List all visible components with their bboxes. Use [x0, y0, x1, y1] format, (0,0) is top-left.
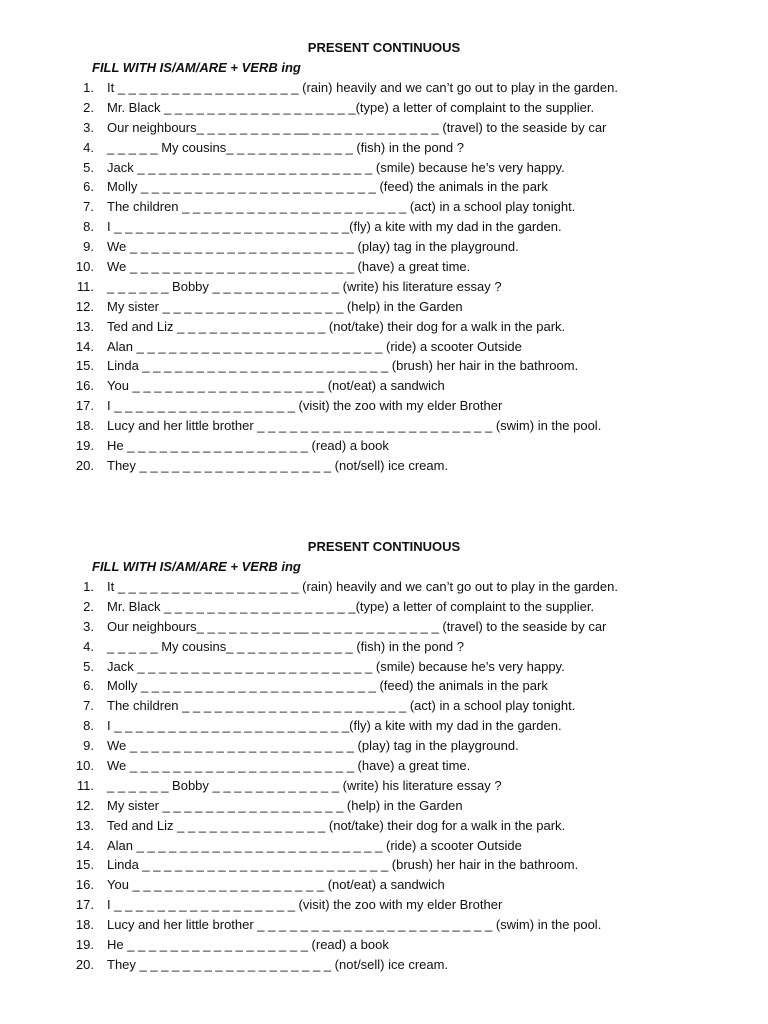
- exercise-sentence: I _ _ _ _ _ _ _ _ _ _ _ _ _ _ _ _ _ (visit) the zoo with my elder Brother: [107, 398, 503, 414]
- exercise-number: 10.: [75, 758, 94, 774]
- exercise-sentence: We _ _ _ _ _ _ _ _ _ _ _ _ _ _ _ _ _ _ _ _ _ (play) tag in the playground.: [107, 239, 519, 255]
- exercise-item: [0, 736, 768, 756]
- exercise-item: [0, 776, 768, 796]
- exercise-number: 16.: [75, 877, 94, 893]
- exercise-sentence: He _ _ _ _ _ _ _ _ _ _ _ _ _ _ _ _ _ (read) a book: [107, 438, 389, 454]
- exercise-number: 20.: [75, 956, 94, 972]
- exercise-item: [0, 816, 768, 836]
- exercise-number: 4.: [83, 139, 94, 155]
- exercise-item: [0, 257, 768, 277]
- exercise-sentence: Linda _ _ _ _ _ _ _ _ _ _ _ _ _ _ _ _ _ _ _ _ _ _ _ (brush) her hair in the bathroom.: [107, 857, 579, 873]
- exercise-item: [0, 875, 768, 895]
- exercise-item: [0, 78, 768, 98]
- exercise-item: [0, 177, 768, 197]
- exercise-item: [0, 597, 768, 617]
- exercise-sentence: _ _ _ _ _ My cousins_ _ _ _ _ _ _ _ _ _ _ _ (fish) in the pond ?: [107, 638, 465, 654]
- exercise-item: [0, 456, 768, 476]
- exercise-number: 17.: [75, 398, 94, 414]
- exercise-number: 18.: [75, 917, 94, 933]
- exercise-sentence: You _ _ _ _ _ _ _ _ _ _ _ _ _ _ _ _ _ _ (not/eat) a sandwich: [107, 877, 445, 893]
- exercise-number: 5.: [83, 658, 94, 674]
- exercise-sentence: I _ _ _ _ _ _ _ _ _ _ _ _ _ _ _ _ _ _ _ _ _ _(fly) a kite with my dad in the garden.: [107, 718, 562, 734]
- exercise-number: 15.: [75, 358, 94, 374]
- exercise-item: [0, 297, 768, 317]
- exercise-list: [0, 577, 768, 975]
- exercise-sentence: Mr. Black _ _ _ _ _ _ _ _ _ _ _ _ _ _ _ _ _ _(type) a letter of complaint to the supplier.: [107, 99, 595, 115]
- worksheet-instruction: FILL WITH IS/AM/ARE + VERB ing: [92, 559, 301, 574]
- exercise-number: 11.: [76, 278, 94, 294]
- exercise-sentence: They _ _ _ _ _ _ _ _ _ _ _ _ _ _ _ _ _ _ (not/sell) ice cream.: [107, 956, 449, 972]
- exercise-number: 16.: [75, 378, 94, 394]
- exercise-sentence: Jack _ _ _ _ _ _ _ _ _ _ _ _ _ _ _ _ _ _ _ _ _ _ (smile) because he’s very happy.: [107, 159, 565, 175]
- exercise-number: 9.: [83, 239, 94, 255]
- exercise-sentence: Alan _ _ _ _ _ _ _ _ _ _ _ _ _ _ _ _ _ _ _ _ _ _ _ (ride) a scooter Outside: [107, 338, 522, 354]
- exercise-number: 6.: [83, 678, 94, 694]
- exercise-sentence: Our neighbours_ _ _ _ _ _ _ _ _ __ _ _ _ _ _ _ _ _ _ _ _ _ (travel) to the seaside by car: [107, 119, 607, 135]
- exercise-number: 14.: [75, 837, 94, 853]
- exercise-number: 3.: [83, 119, 94, 135]
- exercise-number: 10.: [75, 259, 94, 275]
- exercise-sentence: I _ _ _ _ _ _ _ _ _ _ _ _ _ _ _ _ _ (visit) the zoo with my elder Brother: [107, 897, 503, 913]
- exercise-number: 9.: [83, 738, 94, 754]
- exercise-sentence: We _ _ _ _ _ _ _ _ _ _ _ _ _ _ _ _ _ _ _ _ _ (play) tag in the playground.: [107, 738, 519, 754]
- exercise-sentence: You _ _ _ _ _ _ _ _ _ _ _ _ _ _ _ _ _ _ (not/eat) a sandwich: [107, 378, 445, 394]
- exercise-item: [0, 935, 768, 955]
- exercise-sentence: Ted and Liz _ _ _ _ _ _ _ _ _ _ _ _ _ _ (not/take) their dog for a walk in the park.: [107, 817, 566, 833]
- exercise-sentence: Linda _ _ _ _ _ _ _ _ _ _ _ _ _ _ _ _ _ _ _ _ _ _ _ (brush) her hair in the bathroom.: [107, 358, 579, 374]
- exercise-sentence: Molly _ _ _ _ _ _ _ _ _ _ _ _ _ _ _ _ _ _ _ _ _ _ (feed) the animals in the park: [107, 678, 548, 694]
- exercise-item: [0, 617, 768, 637]
- exercise-item: [0, 716, 768, 736]
- exercise-number: 5.: [83, 159, 94, 175]
- exercise-number: 20.: [75, 457, 94, 473]
- exercise-number: 1.: [83, 80, 94, 95]
- exercise-sentence: My sister _ _ _ _ _ _ _ _ _ _ _ _ _ _ _ _ _ (help) in the Garden: [107, 298, 463, 314]
- exercise-sentence: Mr. Black _ _ _ _ _ _ _ _ _ _ _ _ _ _ _ _ _ _(type) a letter of complaint to the supplier.: [107, 598, 595, 614]
- exercise-number: 19.: [75, 438, 94, 454]
- exercise-sentence: Lucy and her little brother _ _ _ _ _ _ _ _ _ _ _ _ _ _ _ _ _ _ _ _ _ _ (swim) in the pool.: [107, 917, 602, 933]
- exercise-item: [0, 356, 768, 376]
- exercise-sentence: Lucy and her little brother _ _ _ _ _ _ _ _ _ _ _ _ _ _ _ _ _ _ _ _ _ _ (swim) in the pool.: [107, 418, 602, 434]
- exercise-number: 6.: [83, 179, 94, 195]
- exercise-sentence: _ _ _ _ _ My cousins_ _ _ _ _ _ _ _ _ _ _ _ (fish) in the pond ?: [107, 139, 465, 155]
- exercise-number: 8.: [83, 219, 94, 235]
- exercise-sentence: It _ _ _ _ _ _ _ _ _ _ _ _ _ _ _ _ _ (rain) heavily and we can’t go out to play in the garden.: [107, 80, 618, 95]
- exercise-number: 14.: [75, 338, 94, 354]
- exercise-item: [0, 158, 768, 178]
- exercise-number: 2.: [83, 99, 94, 115]
- exercise-sentence: Molly _ _ _ _ _ _ _ _ _ _ _ _ _ _ _ _ _ _ _ _ _ _ (feed) the animals in the park: [107, 179, 548, 195]
- exercise-number: 12.: [75, 797, 94, 813]
- exercise-item: [0, 337, 768, 357]
- exercise-sentence: My sister _ _ _ _ _ _ _ _ _ _ _ _ _ _ _ _ _ (help) in the Garden: [107, 797, 463, 813]
- exercise-sentence: They _ _ _ _ _ _ _ _ _ _ _ _ _ _ _ _ _ _ (not/sell) ice cream.: [107, 457, 449, 473]
- exercise-sentence: Jack _ _ _ _ _ _ _ _ _ _ _ _ _ _ _ _ _ _ _ _ _ _ (smile) because he’s very happy.: [107, 658, 565, 674]
- worksheet-title: PRESENT CONTINUOUS: [307, 539, 461, 554]
- exercise-number: 11.: [76, 777, 94, 793]
- exercise-number: 7.: [83, 698, 94, 714]
- exercise-sentence: Ted and Liz _ _ _ _ _ _ _ _ _ _ _ _ _ _ (not/take) their dog for a walk in the park.: [107, 318, 566, 334]
- exercise-item: [0, 317, 768, 337]
- exercise-number: 1.: [83, 579, 94, 594]
- exercise-sentence: _ _ _ _ _ _ Bobby _ _ _ _ _ _ _ _ _ _ _ _ (write) his literature essay ?: [107, 278, 502, 294]
- exercise-number: 3.: [83, 618, 94, 634]
- exercise-item: [0, 277, 768, 297]
- exercise-number: 4.: [83, 638, 94, 654]
- exercise-item: [0, 237, 768, 257]
- exercise-sentence: He _ _ _ _ _ _ _ _ _ _ _ _ _ _ _ _ _ (read) a book: [107, 937, 389, 953]
- worksheet-top: [0, 38, 768, 476]
- exercise-number: 17.: [75, 897, 94, 913]
- exercise-number: 12.: [75, 298, 94, 314]
- exercise-sentence: Our neighbours_ _ _ _ _ _ _ _ _ __ _ _ _ _ _ _ _ _ _ _ _ _ (travel) to the seaside by car: [107, 618, 607, 634]
- exercise-item: [0, 836, 768, 856]
- exercise-list: [0, 78, 768, 476]
- exercise-sentence: The children _ _ _ _ _ _ _ _ _ _ _ _ _ _ _ _ _ _ _ _ _ (act) in a school play tonight.: [107, 199, 576, 215]
- exercise-number: 19.: [75, 937, 94, 953]
- worksheet-instruction: FILL WITH IS/AM/ARE + VERB ing: [92, 60, 301, 75]
- exercise-item: [0, 577, 768, 597]
- exercise-item: [0, 796, 768, 816]
- exercise-item: [0, 637, 768, 657]
- exercise-item: [0, 756, 768, 776]
- exercise-item: [0, 696, 768, 716]
- exercise-item: [0, 217, 768, 237]
- exercise-item: [0, 376, 768, 396]
- exercise-sentence: I _ _ _ _ _ _ _ _ _ _ _ _ _ _ _ _ _ _ _ _ _ _(fly) a kite with my dad in the garden.: [107, 219, 562, 235]
- exercise-item: [0, 118, 768, 138]
- exercise-sentence: Alan _ _ _ _ _ _ _ _ _ _ _ _ _ _ _ _ _ _ _ _ _ _ _ (ride) a scooter Outside: [107, 837, 522, 853]
- exercise-number: 13.: [75, 817, 94, 833]
- exercise-item: [0, 98, 768, 118]
- worksheet-bottom: [0, 537, 768, 975]
- exercise-number: 18.: [75, 418, 94, 434]
- exercise-item: [0, 138, 768, 158]
- exercise-sentence: It _ _ _ _ _ _ _ _ _ _ _ _ _ _ _ _ _ (rain) heavily and we can’t go out to play in the garden.: [107, 579, 618, 594]
- exercise-item: [0, 915, 768, 935]
- exercise-item: [0, 396, 768, 416]
- exercise-item: [0, 955, 768, 975]
- exercise-number: 13.: [75, 318, 94, 334]
- exercise-item: [0, 657, 768, 677]
- exercise-item: [0, 436, 768, 456]
- exercise-sentence: _ _ _ _ _ _ Bobby _ _ _ _ _ _ _ _ _ _ _ _ (write) his literature essay ?: [107, 777, 502, 793]
- exercise-sentence: We _ _ _ _ _ _ _ _ _ _ _ _ _ _ _ _ _ _ _ _ _ (have) a great time.: [107, 259, 471, 275]
- worksheet-title: PRESENT CONTINUOUS: [307, 40, 461, 55]
- exercise-item: [0, 895, 768, 915]
- exercise-item: [0, 676, 768, 696]
- exercise-number: 7.: [83, 199, 94, 215]
- exercise-number: 8.: [83, 718, 94, 734]
- exercise-number: 2.: [83, 598, 94, 614]
- exercise-item: [0, 855, 768, 875]
- exercise-item: [0, 197, 768, 217]
- exercise-sentence: The children _ _ _ _ _ _ _ _ _ _ _ _ _ _ _ _ _ _ _ _ _ (act) in a school play tonight.: [107, 698, 576, 714]
- exercise-number: 15.: [75, 857, 94, 873]
- exercise-sentence: We _ _ _ _ _ _ _ _ _ _ _ _ _ _ _ _ _ _ _ _ _ (have) a great time.: [107, 758, 471, 774]
- exercise-item: [0, 416, 768, 436]
